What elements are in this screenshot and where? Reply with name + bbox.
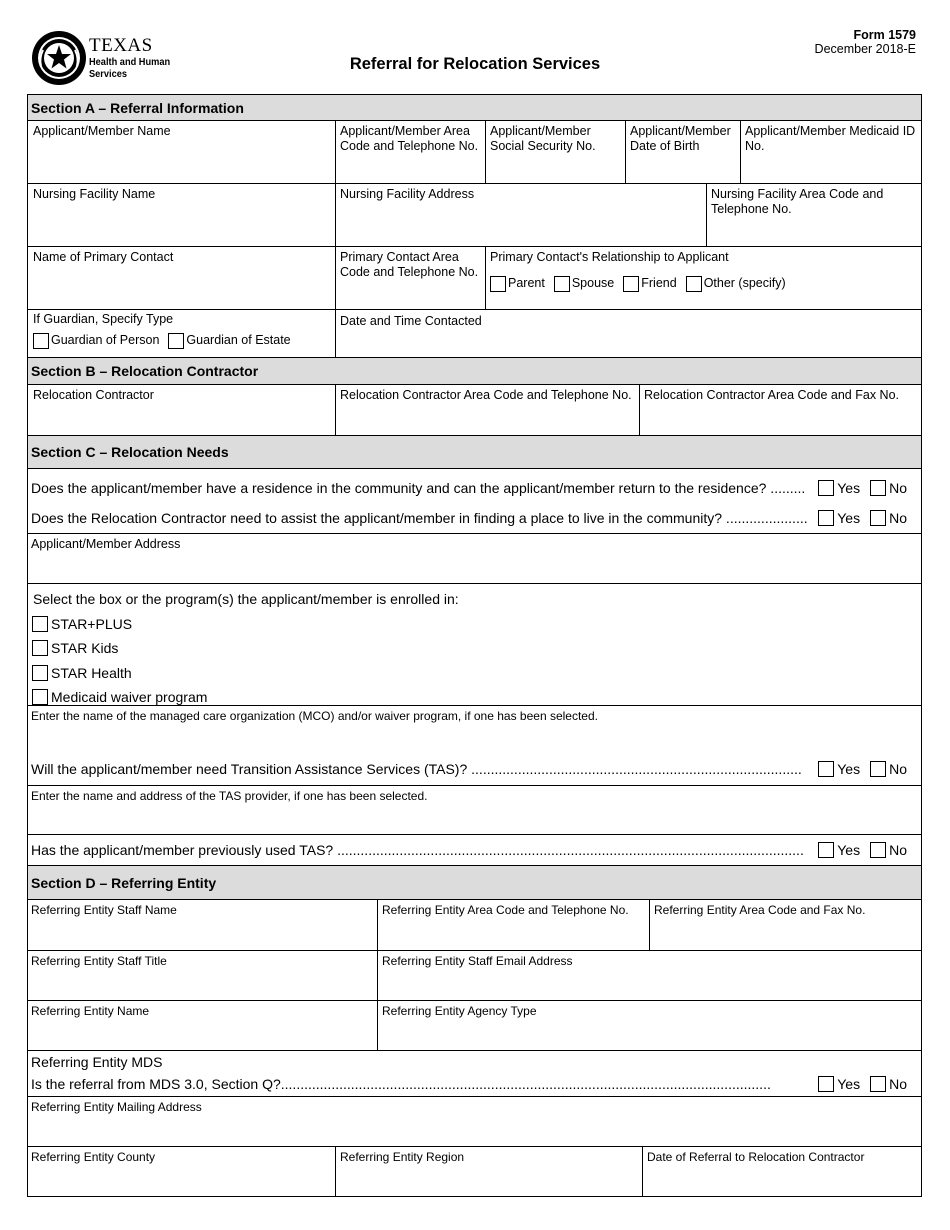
applicant-name-label: Applicant/Member Name bbox=[33, 124, 171, 138]
entity-name-label: Referring Entity Name bbox=[31, 1004, 150, 1018]
region-label: Referring Entity Region bbox=[340, 1150, 465, 1164]
entity-fax-field[interactable] bbox=[650, 900, 921, 950]
tas-no-label: No bbox=[889, 761, 907, 777]
residence-no-option bbox=[870, 480, 907, 496]
mds-no-option bbox=[870, 1076, 907, 1092]
assist-housing-yes-no bbox=[813, 510, 921, 526]
staff-email-label: Referring Entity Staff Email Address bbox=[382, 954, 573, 968]
referral-date-label: Date of Referral to Relocation Contractor bbox=[647, 1150, 865, 1164]
tas-previous-no-checkbox[interactable] bbox=[870, 842, 886, 858]
relationship-field bbox=[486, 247, 921, 309]
mds-no-label: No bbox=[889, 1076, 907, 1092]
nursing-facility-row bbox=[28, 184, 921, 247]
staff-name-label: Referring Entity Staff Name bbox=[31, 903, 177, 917]
program-medicaid-waiver-checkbox[interactable] bbox=[32, 689, 48, 705]
program-star-plus bbox=[28, 612, 921, 637]
mds-block bbox=[28, 1051, 921, 1097]
residence-no-label: No bbox=[889, 480, 907, 496]
tas-question bbox=[28, 757, 921, 781]
mco-block bbox=[28, 706, 921, 786]
guardian-row bbox=[28, 310, 921, 358]
contractor-fax-label: Relocation Contractor Area Code and Fax No. bbox=[644, 388, 899, 402]
program-star-kids-label: STAR Kids bbox=[51, 640, 119, 657]
residence-yes-no bbox=[813, 480, 921, 496]
tas-previous-yes-option bbox=[818, 842, 860, 858]
residence-yes-label: Yes bbox=[837, 480, 861, 496]
tas-previous-yes-no bbox=[813, 842, 921, 858]
section-b-header: Section B – Relocation Contractor bbox=[28, 358, 921, 385]
mco-field[interactable] bbox=[28, 706, 921, 726]
staff-title-row bbox=[28, 951, 921, 1001]
programs-label: Select the box or the program(s) the applicant/member is enrolled in: bbox=[33, 591, 459, 608]
guardian-estate-label: Guardian of Estate bbox=[186, 333, 291, 348]
mailing-address-label: Referring Entity Mailing Address bbox=[31, 1100, 202, 1114]
applicant-dob-label: Applicant/Member Date of Birth bbox=[630, 124, 731, 153]
guardian-label: If Guardian, Specify Type bbox=[33, 312, 174, 326]
tas-provider-field[interactable] bbox=[28, 786, 921, 835]
tas-previous-yes-checkbox[interactable] bbox=[818, 842, 834, 858]
guardian-estate-checkbox[interactable] bbox=[168, 333, 184, 349]
date-time-label: Date and Time Contacted bbox=[340, 314, 482, 328]
logo-subtitle-line2: Services bbox=[89, 67, 128, 80]
region-field[interactable] bbox=[336, 1147, 643, 1196]
residence-no-checkbox[interactable] bbox=[870, 480, 886, 496]
nf-name-label: Nursing Facility Name bbox=[33, 187, 156, 201]
tas-yes-label: Yes bbox=[837, 761, 861, 777]
tas-no-option bbox=[870, 761, 907, 777]
applicant-dob-field[interactable] bbox=[626, 121, 741, 183]
tas-previous-question bbox=[28, 835, 921, 866]
rel-friend-checkbox[interactable] bbox=[623, 276, 639, 292]
program-star-plus-checkbox[interactable] bbox=[32, 616, 48, 632]
rel-other-label: Other (specify) bbox=[703, 276, 786, 291]
applicant-name-field[interactable] bbox=[28, 121, 336, 183]
staff-title-field[interactable] bbox=[28, 951, 378, 1000]
program-star-kids bbox=[28, 636, 921, 661]
applicant-address-label: Applicant/Member Address bbox=[31, 537, 181, 551]
applicant-medicaid-label: Applicant/Member Medicaid ID No. bbox=[745, 124, 916, 153]
applicant-phone-field[interactable] bbox=[336, 121, 486, 183]
residence-yes-checkbox[interactable] bbox=[818, 480, 834, 496]
rel-friend-option bbox=[623, 276, 676, 292]
guardian-estate-option bbox=[168, 333, 290, 349]
entity-phone-field[interactable] bbox=[378, 900, 650, 950]
assist-housing-question-text: Does the Relocation Contractor need to assist the applicant/member in finding a place to live in the community? ..................... bbox=[31, 510, 808, 526]
form-date: December 2018-E bbox=[814, 42, 916, 56]
applicant-medicaid-field[interactable] bbox=[741, 121, 921, 183]
entity-name-row bbox=[28, 1001, 921, 1051]
county-field[interactable] bbox=[28, 1147, 336, 1196]
program-star-plus-label: STAR+PLUS bbox=[51, 615, 133, 632]
nf-name-field[interactable] bbox=[28, 184, 336, 246]
logo-subtitle-line1: Health and Human bbox=[89, 56, 171, 68]
applicant-ssn-field[interactable] bbox=[486, 121, 626, 183]
page-header bbox=[0, 0, 950, 94]
date-time-field[interactable] bbox=[336, 310, 921, 357]
staff-name-field[interactable] bbox=[28, 900, 378, 950]
agency-type-field[interactable] bbox=[378, 1001, 921, 1050]
guardian-person-option bbox=[33, 333, 159, 349]
form-number: Form 1579 bbox=[853, 28, 916, 42]
residence-question-text: Does the applicant/member have a residence in the community and can the applicant/member return to the residence? ......... bbox=[31, 480, 806, 496]
nf-address-field[interactable] bbox=[336, 184, 707, 246]
assist-housing-yes-label: Yes bbox=[837, 510, 861, 526]
program-star-health-checkbox[interactable] bbox=[32, 665, 48, 681]
guardian-field bbox=[28, 310, 336, 357]
primary-contact-row bbox=[28, 247, 921, 310]
form-title: Referral for Relocation Services bbox=[349, 55, 601, 73]
residence-yes-option bbox=[818, 480, 860, 496]
entity-fax-label: Referring Entity Area Code and Fax No. bbox=[654, 903, 866, 917]
rel-spouse-label: Spouse bbox=[571, 276, 615, 291]
applicant-address-field[interactable] bbox=[28, 534, 921, 584]
relationship-options bbox=[490, 276, 917, 292]
tas-yes-option bbox=[818, 761, 860, 777]
program-star-health bbox=[28, 661, 921, 686]
mds-question-text: Is the referral from MDS 3.0, Section Q?.............................................................................................................................. bbox=[31, 1076, 771, 1092]
mds-yes-label: Yes bbox=[837, 1076, 861, 1092]
tas-yes-no bbox=[813, 761, 921, 777]
entity-phone-label: Referring Entity Area Code and Telephone No. bbox=[382, 903, 629, 917]
contractor-field[interactable] bbox=[28, 385, 336, 435]
contractor-phone-label: Relocation Contractor Area Code and Telephone No. bbox=[340, 388, 632, 402]
mailing-address-field[interactable] bbox=[28, 1097, 921, 1147]
tas-question-text: Will the applicant/member need Transition Assistance Services (TAS)? ..................................................................................... bbox=[31, 761, 802, 777]
section-a-header: Section A – Referral Information bbox=[28, 95, 921, 121]
mco-label: Enter the name of the managed care organization (MCO) and/or waiver program, if one has been selected. bbox=[31, 709, 598, 723]
tas-yes-checkbox[interactable] bbox=[818, 761, 834, 777]
mds-label: Referring Entity MDS bbox=[31, 1054, 163, 1070]
rel-other-option bbox=[686, 276, 786, 292]
assist-housing-yes-checkbox[interactable] bbox=[818, 510, 834, 526]
entity-name-field[interactable] bbox=[28, 1001, 378, 1050]
nf-address-label: Nursing Facility Address bbox=[340, 187, 475, 201]
assist-housing-yes-option bbox=[818, 510, 860, 526]
residence-questions bbox=[28, 469, 921, 534]
rel-parent-option bbox=[490, 276, 545, 292]
residence-question bbox=[28, 473, 921, 503]
tas-previous-question-text: Has the applicant/member previously used TAS? ........................................................................................................................ bbox=[31, 842, 804, 858]
assist-housing-question bbox=[28, 503, 921, 533]
nf-phone-field[interactable] bbox=[707, 184, 921, 246]
relationship-label: Primary Contact's Relationship to Applicant bbox=[490, 250, 729, 264]
programs-block bbox=[28, 584, 921, 706]
rel-other-checkbox[interactable] bbox=[686, 276, 702, 292]
primary-contact-phone-field[interactable] bbox=[336, 247, 486, 309]
section-d-header: Section D – Referring Entity bbox=[28, 866, 921, 900]
primary-contact-label: Name of Primary Contact bbox=[33, 250, 174, 264]
guardian-options bbox=[33, 333, 331, 349]
tas-no-checkbox[interactable] bbox=[870, 761, 886, 777]
mds-no-checkbox[interactable] bbox=[870, 1076, 886, 1092]
applicant-ssn-label: Applicant/Member Social Security No. bbox=[490, 124, 596, 153]
county-row bbox=[28, 1147, 921, 1196]
applicant-row bbox=[28, 121, 921, 184]
tas-provider-label: Enter the name and address of the TAS provider, if one has been selected. bbox=[31, 789, 428, 803]
guardian-person-checkbox[interactable] bbox=[33, 333, 49, 349]
program-star-health-label: STAR Health bbox=[51, 664, 132, 681]
agency-type-label: Referring Entity Agency Type bbox=[382, 1004, 537, 1018]
program-medicaid-waiver-label: Medicaid waiver program bbox=[51, 689, 208, 706]
contractor-phone-field[interactable] bbox=[336, 385, 640, 435]
tas-previous-yes-label: Yes bbox=[837, 842, 861, 858]
rel-spouse-option bbox=[554, 276, 614, 292]
assist-housing-no-checkbox[interactable] bbox=[870, 510, 886, 526]
section-c-header: Section C – Relocation Needs bbox=[28, 436, 921, 469]
mds-yes-no bbox=[813, 1076, 921, 1092]
mds-yes-checkbox[interactable] bbox=[818, 1076, 834, 1092]
rel-spouse-checkbox[interactable] bbox=[554, 276, 570, 292]
rel-parent-checkbox[interactable] bbox=[490, 276, 506, 292]
tas-previous-no-label: No bbox=[889, 842, 907, 858]
applicant-phone-label: Applicant/Member Area Code and Telephone No. bbox=[340, 124, 479, 153]
staff-name-row bbox=[28, 900, 921, 951]
contractor-row bbox=[28, 385, 921, 436]
program-star-kids-checkbox[interactable] bbox=[32, 640, 48, 656]
assist-housing-no-option bbox=[870, 510, 907, 526]
staff-title-label: Referring Entity Staff Title bbox=[31, 954, 167, 968]
primary-contact-field[interactable] bbox=[28, 247, 336, 309]
guardian-person-label: Guardian of Person bbox=[51, 333, 160, 348]
tas-previous-no-option bbox=[870, 842, 907, 858]
assist-housing-no-label: No bbox=[889, 510, 907, 526]
rel-parent-label: Parent bbox=[508, 276, 545, 291]
county-label: Referring Entity County bbox=[31, 1150, 156, 1164]
referral-date-field[interactable] bbox=[643, 1147, 921, 1196]
mds-question bbox=[28, 1073, 921, 1095]
logo-texas-text: TEXAS bbox=[89, 35, 153, 56]
contractor-label: Relocation Contractor bbox=[33, 388, 154, 402]
referral-form bbox=[27, 94, 922, 1197]
rel-friend-label: Friend bbox=[641, 276, 677, 291]
nf-phone-label: Nursing Facility Area Code and Telephone No. bbox=[711, 187, 884, 216]
mds-yes-option bbox=[818, 1076, 860, 1092]
contractor-fax-field[interactable] bbox=[640, 385, 921, 435]
form-meta bbox=[815, 28, 916, 56]
primary-contact-phone-label: Primary Contact Area Code and Telephone No. bbox=[340, 250, 479, 279]
staff-email-field[interactable] bbox=[378, 951, 921, 1000]
